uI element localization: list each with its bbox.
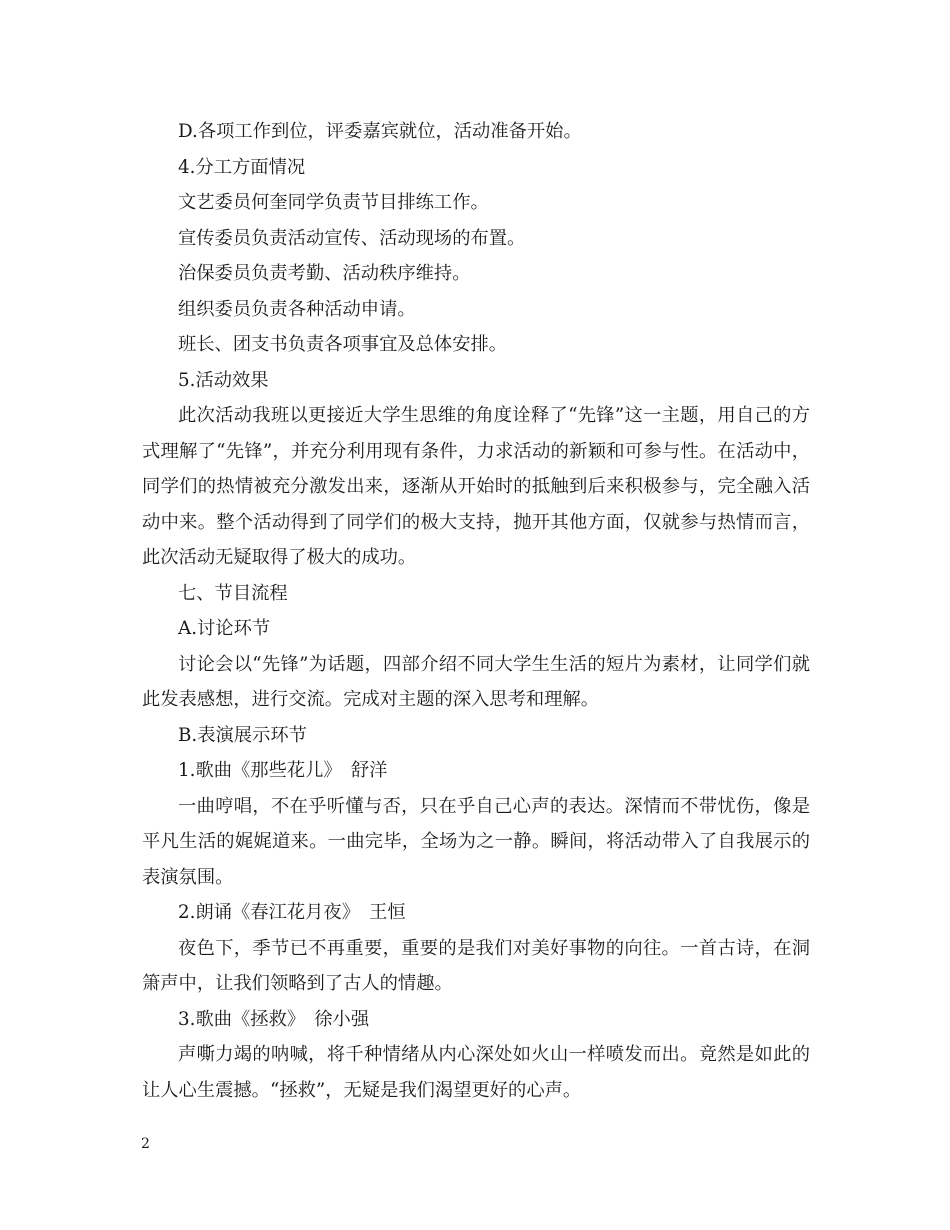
heading-performance-section: B.表演展示环节 (178, 724, 307, 746)
paragraph-activity-effect: 此次活动我班以更接近大学生思维的角度诠释了“先锋”这一主题，用自己的方式理解了“先锋”，并充分利用现有条件，力求活动的新颖和可参与性。在活动中，同学们的热情被充分激发出来，逐渐从开始时的抵触到后来积极参与，完全融入活动中来。整个活动得到了同学们的极大支持，抛开其他方面，仅就参与热情而言，此次活动无疑取得了极大的成功。 (142, 405, 810, 568)
program-item-2: 2.朗诵《春江花月夜》 王恒 (178, 902, 406, 923)
paragraph-arts-committee: 文艺委员何奎同学负责节目排练工作。 (178, 192, 489, 213)
paragraph-discussion: 讨论会以“先锋”为话题，四部介绍不同大学生生活的短片为素材，让同学们就此发表感想，进行交流。完成对主题的深入思考和理解。 (142, 653, 810, 710)
heading-discussion-section: A.讨论环节 (178, 618, 271, 639)
program-item-3: 3.歌曲《拯救》 徐小强 (178, 1008, 370, 1030)
document-body (142, 114, 810, 1108)
heading-program-flow: 七、节目流程 (178, 582, 288, 604)
paragraph-program-1: 一曲哼唱，不在乎听懂与否，只在乎自己心声的表达。深情而不带忧伤，像是平凡生活的娓娓道来。一曲完毕，全场为之一静。瞬间，将活动带入了自我展示的表演氛围。 (142, 795, 810, 888)
paragraph-program-2: 夜色下，季节已不再重要，重要的是我们对美好事物的向往。一首古诗，在洞箫声中，让我们领略到了古人的情趣。 (142, 937, 810, 994)
heading-activity-effect: 5.活动效果 (178, 369, 269, 391)
heading-division-of-work: 4.分工方面情况 (178, 156, 306, 178)
program-item-1: 1.歌曲《那些花儿》 舒洋 (178, 760, 388, 781)
paragraph-organization-committee: 组织委员负责各种活动申请。 (178, 298, 416, 320)
paragraph-preparation-d: D.各项工作到位，评委嘉宾就位，活动准备开始。 (178, 121, 582, 142)
paragraph-program-3: 声嘶力竭的呐喊，将千种情绪从内心深处如火山一样喷发而出。竟然是如此的让人心生震撼。“拯救”，无疑是我们渴望更好的心声。 (142, 1044, 810, 1101)
paragraph-publicity-committee: 宣传委员负责活动宣传、活动现场的布置。 (178, 227, 526, 249)
paragraph-security-committee: 治保委员负责考勤、活动秩序维持。 (178, 263, 471, 284)
page-number: 2 (141, 1136, 150, 1152)
paragraph-monitor-secretary: 班长、团支书负责各项事宜及总体安排。 (178, 334, 508, 355)
